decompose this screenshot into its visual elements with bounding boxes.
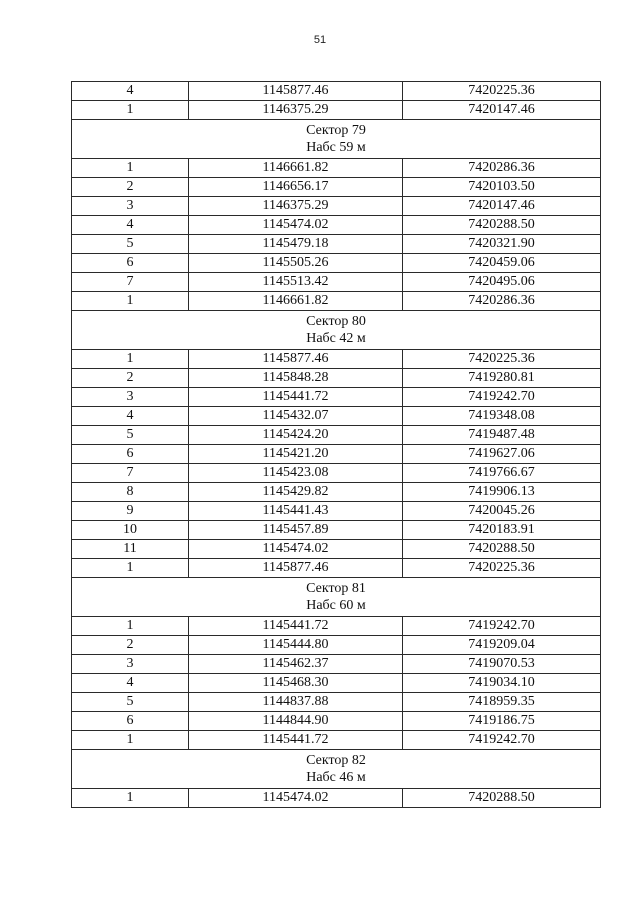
x-coordinate-cell: 1146375.29 — [189, 197, 403, 216]
point-number-cell: 1 — [72, 789, 189, 808]
x-coordinate-cell: 1145441.43 — [189, 502, 403, 521]
x-coordinate-cell: 1146661.82 — [189, 292, 403, 311]
sector-title: Сектор 82 — [306, 753, 366, 768]
x-coordinate-cell: 1145457.89 — [189, 521, 403, 540]
x-coordinate-cell: 1144844.90 — [189, 712, 403, 731]
y-coordinate-cell: 7420045.26 — [403, 502, 601, 521]
point-number-cell: 2 — [72, 369, 189, 388]
coordinates-table — [71, 81, 601, 808]
y-coordinate-cell: 7420183.91 — [403, 521, 601, 540]
table-row — [72, 540, 601, 559]
table-row — [72, 292, 601, 311]
x-coordinate-cell: 1145441.72 — [189, 617, 403, 636]
point-number-cell: 8 — [72, 483, 189, 502]
x-coordinate-cell: 1145441.72 — [189, 388, 403, 407]
table-row — [72, 445, 601, 464]
x-coordinate-cell: 1145474.02 — [189, 216, 403, 235]
sector-title: Сектор 81 — [306, 581, 366, 596]
x-coordinate-cell: 1145421.20 — [189, 445, 403, 464]
point-number-cell: 3 — [72, 197, 189, 216]
table-row — [72, 82, 601, 101]
y-coordinate-cell: 7418959.35 — [403, 693, 601, 712]
point-number-cell: 7 — [72, 464, 189, 483]
point-number-cell: 1 — [72, 101, 189, 120]
x-coordinate-cell: 1145479.18 — [189, 235, 403, 254]
x-coordinate-cell: 1146375.29 — [189, 101, 403, 120]
y-coordinate-cell: 7420225.36 — [403, 350, 601, 369]
table-row — [72, 369, 601, 388]
x-coordinate-cell: 1146661.82 — [189, 159, 403, 178]
page-number: 51 — [313, 34, 327, 46]
x-coordinate-cell: 1145877.46 — [189, 82, 403, 101]
y-coordinate-cell: 7420147.46 — [403, 101, 601, 120]
y-coordinate-cell: 7419627.06 — [403, 445, 601, 464]
x-coordinate-cell: 1145877.46 — [189, 559, 403, 578]
table-row — [72, 655, 601, 674]
x-coordinate-cell: 1145505.26 — [189, 254, 403, 273]
table-row — [72, 521, 601, 540]
y-coordinate-cell: 7420147.46 — [403, 197, 601, 216]
point-number-cell: 1 — [72, 159, 189, 178]
table-row — [72, 483, 601, 502]
y-coordinate-cell: 7419280.81 — [403, 369, 601, 388]
sector-header-cell — [72, 578, 601, 617]
y-coordinate-cell: 7419487.48 — [403, 426, 601, 445]
point-number-cell: 1 — [72, 617, 189, 636]
coordinates-table-body — [72, 82, 601, 808]
x-coordinate-cell: 1145441.72 — [189, 731, 403, 750]
point-number-cell: 9 — [72, 502, 189, 521]
point-number-cell: 3 — [72, 388, 189, 407]
point-number-cell: 6 — [72, 712, 189, 731]
sector-absolute-height: Набс 42 м — [306, 331, 366, 346]
table-row — [72, 216, 601, 235]
y-coordinate-cell: 7420321.90 — [403, 235, 601, 254]
y-coordinate-cell: 7420495.06 — [403, 273, 601, 292]
y-coordinate-cell: 7419242.70 — [403, 617, 601, 636]
table-row — [72, 426, 601, 445]
point-number-cell: 5 — [72, 693, 189, 712]
table-row — [72, 674, 601, 693]
point-number-cell: 1 — [72, 559, 189, 578]
point-number-cell: 10 — [72, 521, 189, 540]
table-row — [72, 254, 601, 273]
x-coordinate-cell: 1145424.20 — [189, 426, 403, 445]
sector-header-row — [72, 578, 601, 617]
point-number-cell: 6 — [72, 445, 189, 464]
x-coordinate-cell: 1146656.17 — [189, 178, 403, 197]
point-number-cell: 5 — [72, 235, 189, 254]
table-row — [72, 350, 601, 369]
y-coordinate-cell: 7419209.04 — [403, 636, 601, 655]
y-coordinate-cell: 7420288.50 — [403, 789, 601, 808]
x-coordinate-cell: 1145432.07 — [189, 407, 403, 426]
sector-header-cell — [72, 120, 601, 159]
y-coordinate-cell: 7419186.75 — [403, 712, 601, 731]
table-row — [72, 636, 601, 655]
table-row — [72, 273, 601, 292]
point-number-cell: 6 — [72, 254, 189, 273]
table-row — [72, 159, 601, 178]
sector-header-row — [72, 120, 601, 159]
table-row — [72, 235, 601, 254]
point-number-cell: 11 — [72, 540, 189, 559]
table-row — [72, 101, 601, 120]
sector-header-row — [72, 311, 601, 350]
table-row — [72, 464, 601, 483]
y-coordinate-cell: 7420103.50 — [403, 178, 601, 197]
sector-title: Сектор 79 — [306, 123, 366, 138]
point-number-cell: 4 — [72, 82, 189, 101]
x-coordinate-cell: 1145444.80 — [189, 636, 403, 655]
y-coordinate-cell: 7420286.36 — [403, 159, 601, 178]
point-number-cell: 1 — [72, 292, 189, 311]
x-coordinate-cell: 1144837.88 — [189, 693, 403, 712]
y-coordinate-cell: 7420288.50 — [403, 216, 601, 235]
table-row — [72, 407, 601, 426]
y-coordinate-cell: 7419348.08 — [403, 407, 601, 426]
point-number-cell: 1 — [72, 350, 189, 369]
sector-header-cell — [72, 311, 601, 350]
point-number-cell: 4 — [72, 674, 189, 693]
table-row — [72, 693, 601, 712]
x-coordinate-cell: 1145848.28 — [189, 369, 403, 388]
point-number-cell: 7 — [72, 273, 189, 292]
table-row — [72, 731, 601, 750]
x-coordinate-cell: 1145513.42 — [189, 273, 403, 292]
sector-header-row — [72, 750, 601, 789]
table-row — [72, 789, 601, 808]
y-coordinate-cell: 7420225.36 — [403, 82, 601, 101]
x-coordinate-cell: 1145877.46 — [189, 350, 403, 369]
table-row — [72, 559, 601, 578]
y-coordinate-cell: 7419070.53 — [403, 655, 601, 674]
x-coordinate-cell: 1145423.08 — [189, 464, 403, 483]
y-coordinate-cell: 7420286.36 — [403, 292, 601, 311]
point-number-cell: 1 — [72, 731, 189, 750]
y-coordinate-cell: 7419242.70 — [403, 731, 601, 750]
y-coordinate-cell: 7420225.36 — [403, 559, 601, 578]
table-row — [72, 712, 601, 731]
table-row — [72, 178, 601, 197]
x-coordinate-cell: 1145474.02 — [189, 789, 403, 808]
x-coordinate-cell: 1145462.37 — [189, 655, 403, 674]
sector-absolute-height: Набс 46 м — [306, 770, 366, 785]
table-row — [72, 197, 601, 216]
y-coordinate-cell: 7419906.13 — [403, 483, 601, 502]
x-coordinate-cell: 1145468.30 — [189, 674, 403, 693]
point-number-cell: 5 — [72, 426, 189, 445]
sector-absolute-height: Набс 59 м — [306, 140, 366, 155]
point-number-cell: 4 — [72, 216, 189, 235]
x-coordinate-cell: 1145474.02 — [189, 540, 403, 559]
sector-header-cell — [72, 750, 601, 789]
table-row — [72, 388, 601, 407]
y-coordinate-cell: 7420459.06 — [403, 254, 601, 273]
sector-title: Сектор 80 — [306, 314, 366, 329]
x-coordinate-cell: 1145429.82 — [189, 483, 403, 502]
point-number-cell: 3 — [72, 655, 189, 674]
y-coordinate-cell: 7420288.50 — [403, 540, 601, 559]
point-number-cell: 2 — [72, 636, 189, 655]
table-row — [72, 502, 601, 521]
y-coordinate-cell: 7419242.70 — [403, 388, 601, 407]
y-coordinate-cell: 7419766.67 — [403, 464, 601, 483]
table-row — [72, 617, 601, 636]
y-coordinate-cell: 7419034.10 — [403, 674, 601, 693]
point-number-cell: 4 — [72, 407, 189, 426]
point-number-cell: 2 — [72, 178, 189, 197]
sector-absolute-height: Набс 60 м — [306, 598, 366, 613]
